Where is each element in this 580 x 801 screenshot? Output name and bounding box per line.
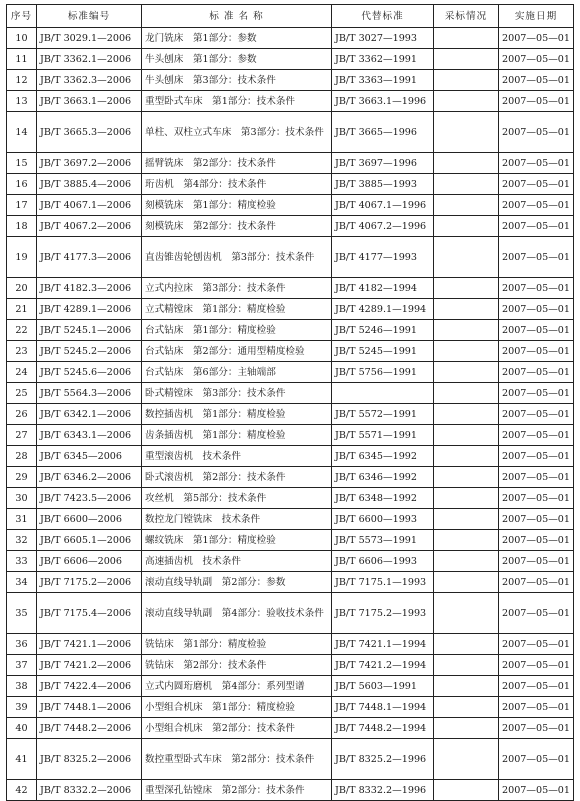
effective-date: 2007—05—01 bbox=[499, 341, 574, 362]
standard-code: JB/T 4067.2—2006 bbox=[37, 216, 142, 237]
replaced-standard: JB/T 3665—1996 bbox=[332, 112, 434, 153]
table-row bbox=[7, 216, 574, 237]
table-row bbox=[7, 697, 574, 718]
effective-date: 2007—05—01 bbox=[499, 49, 574, 70]
standard-name: 小型组合机床 第1部分：精度检验 bbox=[142, 697, 332, 718]
adoption-status bbox=[434, 112, 499, 153]
effective-date: 2007—05—01 bbox=[499, 634, 574, 655]
standard-code: JB/T 5564.3—2006 bbox=[37, 383, 142, 404]
standard-code: JB/T 7448.1—2006 bbox=[37, 697, 142, 718]
table-row bbox=[7, 383, 574, 404]
standard-code: JB/T 3665.3—2006 bbox=[37, 112, 142, 153]
effective-date: 2007—05—01 bbox=[499, 655, 574, 676]
table-row bbox=[7, 593, 574, 634]
replaced-standard: JB/T 8332.2—1996 bbox=[332, 780, 434, 801]
effective-date: 2007—05—01 bbox=[499, 174, 574, 195]
standard-name: 立式内拉床 第3部分：技术条件 bbox=[142, 278, 332, 299]
replaced-standard: JB/T 7175.2—1993 bbox=[332, 593, 434, 634]
effective-date: 2007—05—01 bbox=[499, 593, 574, 634]
row-number: 28 bbox=[7, 446, 37, 467]
effective-date: 2007—05—01 bbox=[499, 195, 574, 216]
table-row bbox=[7, 70, 574, 91]
adoption-status bbox=[434, 341, 499, 362]
standard-code: JB/T 6345—2006 bbox=[37, 446, 142, 467]
row-number: 36 bbox=[7, 634, 37, 655]
effective-date: 2007—05—01 bbox=[499, 70, 574, 91]
header-replaces: 代替标准 bbox=[332, 5, 434, 28]
row-number: 19 bbox=[7, 237, 37, 278]
standard-code: JB/T 8332.2—2006 bbox=[37, 780, 142, 801]
effective-date: 2007—05—01 bbox=[499, 718, 574, 739]
standard-name: 龙门铣床 第1部分：参数 bbox=[142, 28, 332, 49]
replaced-standard: JB/T 6600—1993 bbox=[332, 509, 434, 530]
effective-date: 2007—05—01 bbox=[499, 112, 574, 153]
effective-date: 2007—05—01 bbox=[499, 362, 574, 383]
adoption-status bbox=[434, 91, 499, 112]
replaced-standard: JB/T 7448.2—1994 bbox=[332, 718, 434, 739]
table-row bbox=[7, 780, 574, 801]
replaced-standard: JB/T 5245—1991 bbox=[332, 341, 434, 362]
replaced-standard: JB/T 5246—1991 bbox=[332, 320, 434, 341]
standard-name: 卧式滚齿机 第2部分：技术条件 bbox=[142, 467, 332, 488]
standard-code: JB/T 6605.1—2006 bbox=[37, 530, 142, 551]
standard-name: 攻丝机 第5部分：技术条件 bbox=[142, 488, 332, 509]
table-row bbox=[7, 404, 574, 425]
standard-name: 珩齿机 第4部分：技术条件 bbox=[142, 174, 332, 195]
effective-date: 2007—05—01 bbox=[499, 320, 574, 341]
adoption-status bbox=[434, 593, 499, 634]
row-number: 29 bbox=[7, 467, 37, 488]
effective-date: 2007—05—01 bbox=[499, 404, 574, 425]
row-number: 34 bbox=[7, 572, 37, 593]
standard-code: JB/T 3362.3—2006 bbox=[37, 70, 142, 91]
effective-date: 2007—05—01 bbox=[499, 237, 574, 278]
adoption-status bbox=[434, 278, 499, 299]
replaced-standard: JB/T 3027—1993 bbox=[332, 28, 434, 49]
row-number: 21 bbox=[7, 299, 37, 320]
replaced-standard: JB/T 4067.1—1996 bbox=[332, 195, 434, 216]
standard-name: 数控插齿机 第1部分：精度检验 bbox=[142, 404, 332, 425]
row-number: 42 bbox=[7, 780, 37, 801]
table-row bbox=[7, 341, 574, 362]
standard-name: 刻模铣床 第1部分：精度检验 bbox=[142, 195, 332, 216]
adoption-status bbox=[434, 174, 499, 195]
replaced-standard: JB/T 8325.2—1996 bbox=[332, 739, 434, 780]
replaced-standard: JB/T 5571—1991 bbox=[332, 425, 434, 446]
standard-code: JB/T 3697.2—2006 bbox=[37, 153, 142, 174]
adoption-status bbox=[434, 425, 499, 446]
adoption-status bbox=[434, 299, 499, 320]
standard-code: JB/T 4182.3—2006 bbox=[37, 278, 142, 299]
row-number: 10 bbox=[7, 28, 37, 49]
effective-date: 2007—05—01 bbox=[499, 739, 574, 780]
standard-code: JB/T 7421.1—2006 bbox=[37, 634, 142, 655]
standard-name: 重型卧式车床 第1部分：技术条件 bbox=[142, 91, 332, 112]
table-header-row bbox=[7, 5, 574, 28]
standard-name: 螺纹铣床 第1部分：精度检验 bbox=[142, 530, 332, 551]
row-number: 39 bbox=[7, 697, 37, 718]
effective-date: 2007—05—01 bbox=[499, 467, 574, 488]
adoption-status bbox=[434, 655, 499, 676]
header-adoption: 采标情况 bbox=[434, 5, 499, 28]
row-number: 31 bbox=[7, 509, 37, 530]
replaced-standard: JB/T 3885—1993 bbox=[332, 174, 434, 195]
standard-name: 立式内圆珩磨机 第4部分：系列型谱 bbox=[142, 676, 332, 697]
adoption-status bbox=[434, 780, 499, 801]
row-number: 37 bbox=[7, 655, 37, 676]
standard-name: 刻模铣床 第2部分：技术条件 bbox=[142, 216, 332, 237]
standards-document bbox=[6, 4, 573, 801]
replaced-standard: JB/T 3362—1991 bbox=[332, 49, 434, 70]
standard-code: JB/T 3663.1—2006 bbox=[37, 91, 142, 112]
table-row bbox=[7, 299, 574, 320]
table-row bbox=[7, 91, 574, 112]
standard-code: JB/T 6606—2006 bbox=[37, 551, 142, 572]
standard-name: 小型组合机床 第2部分：技术条件 bbox=[142, 718, 332, 739]
table-row bbox=[7, 655, 574, 676]
standard-code: JB/T 7175.2—2006 bbox=[37, 572, 142, 593]
table-row bbox=[7, 195, 574, 216]
standard-code: JB/T 7175.4—2006 bbox=[37, 593, 142, 634]
replaced-standard: JB/T 6606—1993 bbox=[332, 551, 434, 572]
standard-code: JB/T 7422.4—2006 bbox=[37, 676, 142, 697]
adoption-status bbox=[434, 488, 499, 509]
standard-name: 立式精镗床 第1部分：精度检验 bbox=[142, 299, 332, 320]
replaced-standard: JB/T 7421.1—1994 bbox=[332, 634, 434, 655]
row-number: 30 bbox=[7, 488, 37, 509]
adoption-status bbox=[434, 739, 499, 780]
adoption-status bbox=[434, 70, 499, 91]
table-row bbox=[7, 174, 574, 195]
standard-name: 直齿锥齿轮刨齿机 第3部分：技术条件 bbox=[142, 237, 332, 278]
table-row bbox=[7, 551, 574, 572]
standard-code: JB/T 7421.2—2006 bbox=[37, 655, 142, 676]
standard-name: 摇臂铣床 第2部分：技术条件 bbox=[142, 153, 332, 174]
standard-name: 滚动直线导轨副 第2部分：参数 bbox=[142, 572, 332, 593]
effective-date: 2007—05—01 bbox=[499, 299, 574, 320]
adoption-status bbox=[434, 49, 499, 70]
standard-code: JB/T 6346.2—2006 bbox=[37, 467, 142, 488]
standards-table bbox=[6, 4, 574, 801]
effective-date: 2007—05—01 bbox=[499, 780, 574, 801]
row-number: 15 bbox=[7, 153, 37, 174]
table-row bbox=[7, 425, 574, 446]
effective-date: 2007—05—01 bbox=[499, 278, 574, 299]
row-number: 32 bbox=[7, 530, 37, 551]
table-row bbox=[7, 320, 574, 341]
row-number: 16 bbox=[7, 174, 37, 195]
standard-code: JB/T 4177.3—2006 bbox=[37, 237, 142, 278]
standard-code: JB/T 4067.1—2006 bbox=[37, 195, 142, 216]
standard-code: JB/T 8325.2—2006 bbox=[37, 739, 142, 780]
replaced-standard: JB/T 5572—1991 bbox=[332, 404, 434, 425]
row-number: 18 bbox=[7, 216, 37, 237]
standard-name: 牛头刨床 第1部分：参数 bbox=[142, 49, 332, 70]
adoption-status bbox=[434, 216, 499, 237]
effective-date: 2007—05—01 bbox=[499, 153, 574, 174]
replaced-standard: JB/T 7448.1—1994 bbox=[332, 697, 434, 718]
standard-name: 重型深孔钻镗床 第2部分：技术条件 bbox=[142, 780, 332, 801]
table-row bbox=[7, 718, 574, 739]
replaced-standard: JB/T 6348—1992 bbox=[332, 488, 434, 509]
row-number: 40 bbox=[7, 718, 37, 739]
adoption-status bbox=[434, 572, 499, 593]
effective-date: 2007—05—01 bbox=[499, 425, 574, 446]
standard-code: JB/T 3885.4—2006 bbox=[37, 174, 142, 195]
replaced-standard: JB/T 6345—1992 bbox=[332, 446, 434, 467]
row-number: 22 bbox=[7, 320, 37, 341]
adoption-status bbox=[434, 195, 499, 216]
row-number: 20 bbox=[7, 278, 37, 299]
row-number: 33 bbox=[7, 551, 37, 572]
row-number: 11 bbox=[7, 49, 37, 70]
row-number: 38 bbox=[7, 676, 37, 697]
effective-date: 2007—05—01 bbox=[499, 509, 574, 530]
effective-date: 2007—05—01 bbox=[499, 572, 574, 593]
effective-date: 2007—05—01 bbox=[499, 383, 574, 404]
effective-date: 2007—05—01 bbox=[499, 91, 574, 112]
adoption-status bbox=[434, 530, 499, 551]
standard-code: JB/T 7448.2—2006 bbox=[37, 718, 142, 739]
effective-date: 2007—05—01 bbox=[499, 446, 574, 467]
standard-code: JB/T 3362.1—2006 bbox=[37, 49, 142, 70]
table-row bbox=[7, 572, 574, 593]
row-number: 12 bbox=[7, 70, 37, 91]
standard-name: 滚动直线导轨副 第4部分：验收技术条件 bbox=[142, 593, 332, 634]
adoption-status bbox=[434, 153, 499, 174]
table-row bbox=[7, 739, 574, 780]
table-row bbox=[7, 530, 574, 551]
header-code: 标准编号 bbox=[37, 5, 142, 28]
effective-date: 2007—05—01 bbox=[499, 530, 574, 551]
adoption-status bbox=[434, 697, 499, 718]
standard-code: JB/T 5245.2—2006 bbox=[37, 341, 142, 362]
table-row bbox=[7, 28, 574, 49]
row-number: 27 bbox=[7, 425, 37, 446]
table-body bbox=[7, 28, 574, 801]
standard-code: JB/T 5245.1—2006 bbox=[37, 320, 142, 341]
table-row bbox=[7, 49, 574, 70]
row-number: 25 bbox=[7, 383, 37, 404]
effective-date: 2007—05—01 bbox=[499, 676, 574, 697]
table-row bbox=[7, 634, 574, 655]
replaced-standard: JB/T 3697—1996 bbox=[332, 153, 434, 174]
standard-code: JB/T 7423.5—2006 bbox=[37, 488, 142, 509]
adoption-status bbox=[434, 509, 499, 530]
replaced-standard: JB/T 5573—1991 bbox=[332, 530, 434, 551]
adoption-status bbox=[434, 404, 499, 425]
standard-name: 卧式精镗床 第3部分：技术条件 bbox=[142, 383, 332, 404]
standard-code: JB/T 3029.1—2006 bbox=[37, 28, 142, 49]
replaced-standard bbox=[332, 383, 434, 404]
standard-code: JB/T 5245.6—2006 bbox=[37, 362, 142, 383]
adoption-status bbox=[434, 634, 499, 655]
standard-name: 单柱、双柱立式车床 第3部分：技术条件 bbox=[142, 112, 332, 153]
standard-name: 铣钻床 第2部分：技术条件 bbox=[142, 655, 332, 676]
table-row bbox=[7, 362, 574, 383]
row-number: 14 bbox=[7, 112, 37, 153]
replaced-standard: JB/T 3663.1—1996 bbox=[332, 91, 434, 112]
adoption-status bbox=[434, 362, 499, 383]
row-number: 24 bbox=[7, 362, 37, 383]
row-number: 13 bbox=[7, 91, 37, 112]
row-number: 26 bbox=[7, 404, 37, 425]
replaced-standard: JB/T 4289.1—1994 bbox=[332, 299, 434, 320]
standard-name: 高速插齿机 技术条件 bbox=[142, 551, 332, 572]
table-row bbox=[7, 278, 574, 299]
standard-name: 台式钻床 第2部分：通用型精度检验 bbox=[142, 341, 332, 362]
table-row bbox=[7, 446, 574, 467]
table-row bbox=[7, 676, 574, 697]
table-row bbox=[7, 153, 574, 174]
adoption-status bbox=[434, 28, 499, 49]
table-row bbox=[7, 467, 574, 488]
standard-name: 重型滚齿机 技术条件 bbox=[142, 446, 332, 467]
adoption-status bbox=[434, 237, 499, 278]
effective-date: 2007—05—01 bbox=[499, 216, 574, 237]
replaced-standard: JB/T 6346—1992 bbox=[332, 467, 434, 488]
effective-date: 2007—05—01 bbox=[499, 551, 574, 572]
standard-name: 台式钻床 第1部分：精度检验 bbox=[142, 320, 332, 341]
header-no: 序号 bbox=[7, 5, 37, 28]
replaced-standard: JB/T 5756—1991 bbox=[332, 362, 434, 383]
row-number: 35 bbox=[7, 593, 37, 634]
adoption-status bbox=[434, 383, 499, 404]
replaced-standard: JB/T 7175.1—1993 bbox=[332, 572, 434, 593]
effective-date: 2007—05—01 bbox=[499, 28, 574, 49]
standard-code: JB/T 6342.1—2006 bbox=[37, 404, 142, 425]
adoption-status bbox=[434, 446, 499, 467]
effective-date: 2007—05—01 bbox=[499, 697, 574, 718]
replaced-standard: JB/T 5603—1991 bbox=[332, 676, 434, 697]
replaced-standard: JB/T 3363—1991 bbox=[332, 70, 434, 91]
replaced-standard: JB/T 4067.2—1996 bbox=[332, 216, 434, 237]
replaced-standard: JB/T 4177—1993 bbox=[332, 237, 434, 278]
adoption-status bbox=[434, 718, 499, 739]
replaced-standard: JB/T 4182—1994 bbox=[332, 278, 434, 299]
header-name: 标 准 名 称 bbox=[142, 5, 332, 28]
table-row bbox=[7, 112, 574, 153]
row-number: 23 bbox=[7, 341, 37, 362]
standard-code: JB/T 6600—2006 bbox=[37, 509, 142, 530]
header-date: 实施日期 bbox=[499, 5, 574, 28]
adoption-status bbox=[434, 467, 499, 488]
table-row bbox=[7, 237, 574, 278]
standard-name: 齿条插齿机 第1部分：精度检验 bbox=[142, 425, 332, 446]
table-row bbox=[7, 509, 574, 530]
row-number: 41 bbox=[7, 739, 37, 780]
standard-name: 数控重型卧式车床 第2部分：技术条件 bbox=[142, 739, 332, 780]
adoption-status bbox=[434, 551, 499, 572]
standard-name: 数控龙门镗铣床 技术条件 bbox=[142, 509, 332, 530]
adoption-status bbox=[434, 320, 499, 341]
adoption-status bbox=[434, 676, 499, 697]
table-row bbox=[7, 488, 574, 509]
effective-date: 2007—05—01 bbox=[499, 488, 574, 509]
standard-name: 铣钻床 第1部分：精度检验 bbox=[142, 634, 332, 655]
standard-name: 牛头刨床 第3部分：技术条件 bbox=[142, 70, 332, 91]
standard-name: 台式钻床 第6部分：主轴端部 bbox=[142, 362, 332, 383]
standard-code: JB/T 4289.1—2006 bbox=[37, 299, 142, 320]
row-number: 17 bbox=[7, 195, 37, 216]
replaced-standard: JB/T 7421.2—1994 bbox=[332, 655, 434, 676]
standard-code: JB/T 6343.1—2006 bbox=[37, 425, 142, 446]
